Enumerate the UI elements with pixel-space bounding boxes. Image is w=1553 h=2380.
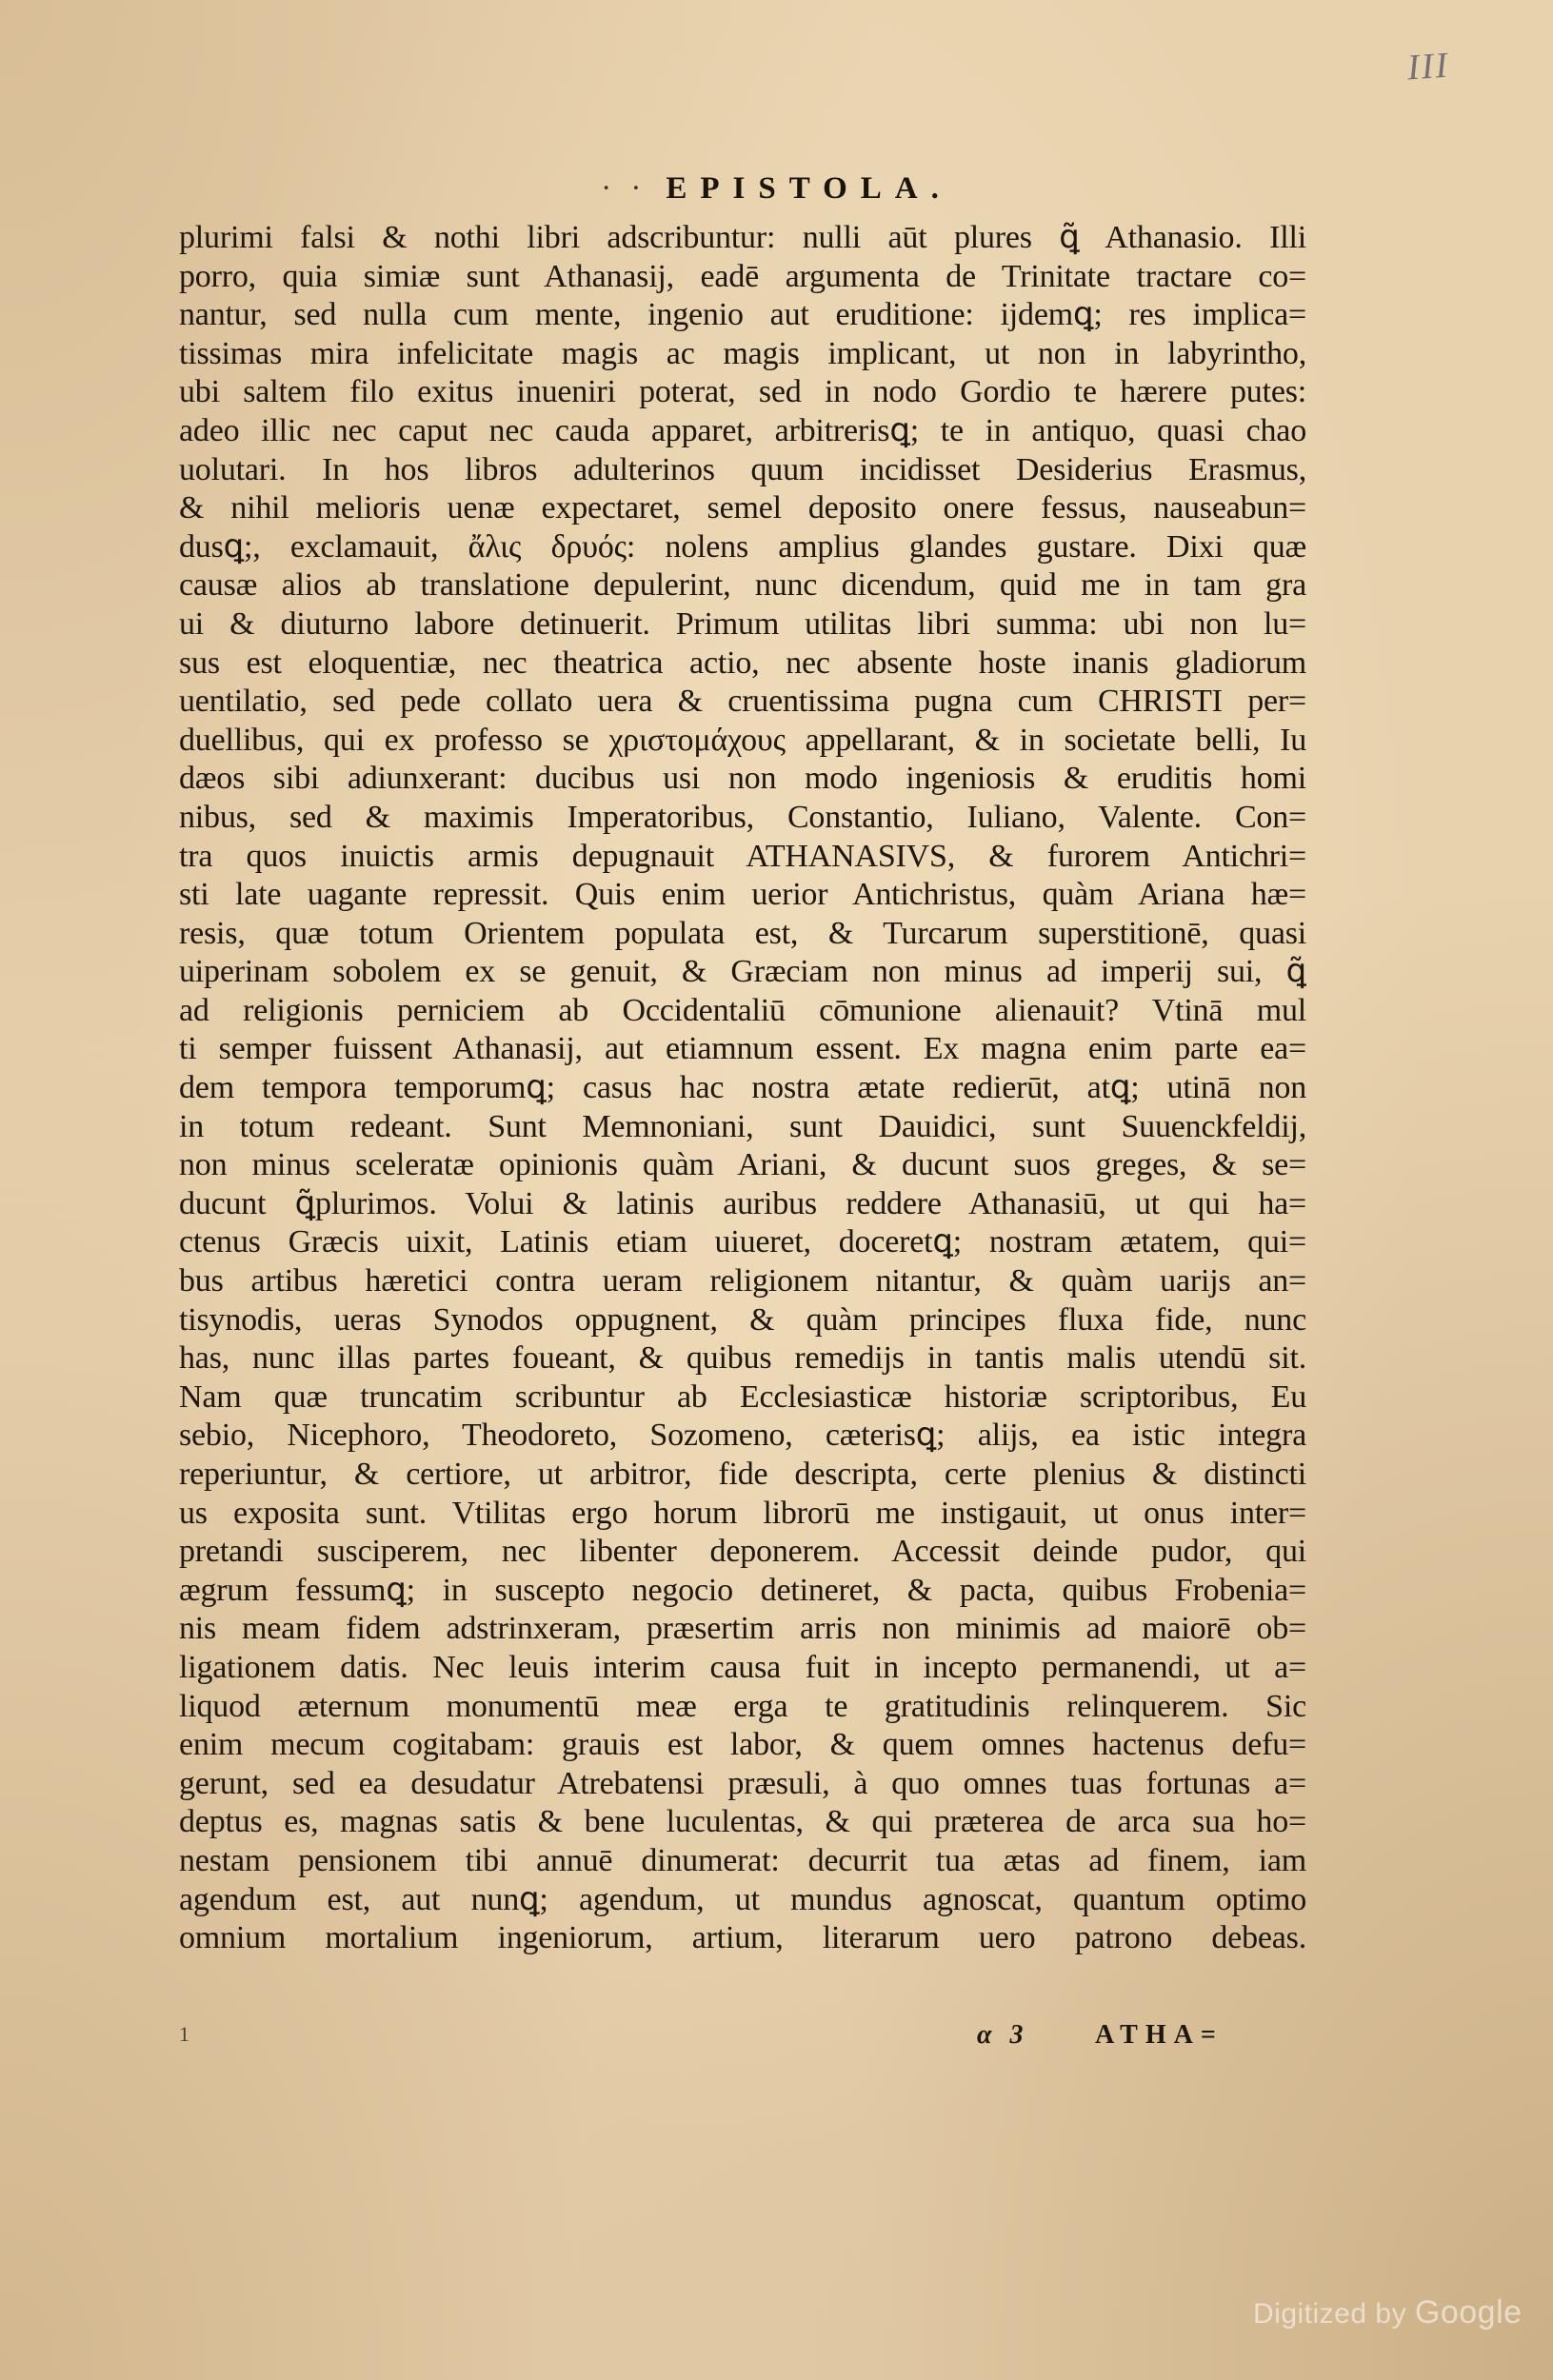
text-line: liquod æternum monumentū meæ erga te gratitudinis relinquerem. Sic	[179, 1688, 1306, 1724]
text-line: dæos sibi adiunxerant: ducibus usi non modo ingeniosis & eruditis homi	[179, 761, 1306, 797]
text-line: us exposita sunt. Vtilitas ergo horum librorū me instigauit, ut onus inter=	[179, 1495, 1306, 1531]
text-line: tra quos inuictis armis depugnauit ATHANASIVS, & furorem Antichri=	[179, 838, 1306, 874]
text-line: dusꝗ;, exclamauit, ἄλις δρυός: nolens amplius glandes gustare. Dixi quæ	[179, 528, 1306, 565]
text-line: & nihil melioris uenæ expectaret, semel deposito onere fessus, nauseabun=	[179, 490, 1306, 526]
text-line: omnium mortalium ingeniorum, artium, literarum uero patrono debeas.	[179, 1920, 1306, 1956]
text-line: ægrum fessumꝗ; in suscepto negocio detineret, & pacta, quibus Frobenia=	[179, 1572, 1306, 1608]
text-line: nantur, sed nulla cum mente, ingenio aut eruditione: ijdemꝗ; res implica=	[179, 297, 1306, 333]
text-line: uiperinam sobolem ex se genuit, & Græciam non minus ad imperij sui, ꝗ̃	[179, 954, 1306, 990]
text-line: pretandi susciperem, nec libenter deponerem. Accessit deinde pudor, qui	[179, 1534, 1306, 1570]
text-line: nis meam fidem adstrinxeram, præsertim arris non minimis ad maiorē ob=	[179, 1611, 1306, 1647]
running-head	[0, 171, 1553, 207]
text-line: resis, quæ totum Orientem populata est, & Turcarum superstitionē, quasi	[179, 915, 1306, 951]
text-line: bus artibus hæretici contra ueram religionem nitantur, & quàm uarijs an=	[179, 1263, 1306, 1299]
digitization-watermark	[1253, 2294, 1523, 2331]
text-line: ad religionis perniciem ab Occidentaliū cōmunione alienauit? Vtinā mul	[179, 992, 1306, 1028]
text-line: adeo illic nec caput nec cauda apparet, arbitrerisꝗ; te in antiquo, quasi chao	[179, 412, 1306, 448]
signature-mark: α 3	[977, 2020, 1029, 2050]
text-line: reperiuntur, & certiore, ut arbitror, fide descripta, certe plenius & distincti	[179, 1457, 1306, 1492]
text-line: uentilatio, sed pede collato uera & cruentissima pugna cum CHRISTI per=	[179, 684, 1306, 720]
running-head-dots: · ·	[601, 171, 647, 206]
text-line: tissimas mira infelicitate magis ac magis implicant, ut non in labyrintho,	[179, 335, 1306, 371]
text-line: nibus, sed & maximis Imperatoribus, Constantio, Iuliano, Valente. Con=	[179, 799, 1306, 835]
text-line: sus est eloquentiæ, nec theatrica actio, nec absente hoste inanis gladiorum	[179, 645, 1306, 681]
text-line: uolutari. In hos libros adulterinos quum incidisset Desiderius Erasmus,	[179, 451, 1306, 487]
text-line: Nam quæ truncatim scribuntur ab Ecclesiasticæ historiæ scriptoribus, Eu	[179, 1378, 1306, 1415]
catchword: ATHA=	[1095, 2020, 1224, 2050]
text-line: ubi saltem filo exitus inueniri poterat, sed in nodo Gordio te hærere putes:	[179, 374, 1306, 410]
text-line: ui & diuturno labore detinuerit. Primum utilitas libri summa: ubi non lu=	[179, 605, 1306, 642]
text-line: ligationem datis. Nec leuis interim causa fuit in incepto permanendi, ut a=	[179, 1649, 1306, 1685]
body-text	[179, 219, 1306, 1958]
text-line: agendum est, aut nunꝗ; agendum, ut mundus agnoscat, quantum optimo	[179, 1881, 1306, 1917]
text-line: ducunt ꝗ̃plurimos. Volui & latinis auribus reddere Athanasiū, ut qui ha=	[179, 1185, 1306, 1221]
footer-left-mark: 1	[179, 2022, 189, 2046]
text-line: porro, quia simiæ sunt Athanasij, eadē argumenta de Trinitate tractare co=	[179, 258, 1306, 294]
handwritten-folio-number: III	[1405, 45, 1451, 89]
text-line: sebio, Nicephoro, Theodoreto, Sozomeno, cæterisꝗ; alijs, ea istic integra	[179, 1418, 1306, 1454]
running-head-title: EPISTOLA.	[666, 171, 952, 206]
text-line: ti semper fuissent Athanasij, aut etiamnum essent. Ex magna enim parte ea=	[179, 1031, 1306, 1067]
text-line: in totum redeant. Sunt Memnoniani, sunt Dauidici, sunt Suuenckfeldij,	[179, 1108, 1306, 1144]
text-line: gerunt, sed ea desudatur Atrebatensi præsuli, à quo omnes tuas fortunas a=	[179, 1765, 1306, 1801]
text-line: non minus sceleratæ opinionis quàm Ariani, & ducunt suos greges, & se=	[179, 1147, 1306, 1183]
text-line: duellibus, qui ex professo se χριστομάχους appellarant, & in societate belli, Iu	[179, 722, 1306, 758]
text-line: has, nunc illas partes foueant, & quibus remedijs in tantis malis utendū sit.	[179, 1340, 1306, 1377]
text-line: deptus es, magnas satis & bene luculentas, & qui præterea de arca sua ho=	[179, 1804, 1306, 1840]
text-line: dem tempora temporumꝗ; casus hac nostra ætate redierūt, atꝗ; utinā non	[179, 1070, 1306, 1106]
text-line: sti late uagante repressit. Quis enim uerior Antichristus, quàm Ariana hæ=	[179, 877, 1306, 913]
text-line: ctenus Græcis uixit, Latinis etiam uiueret, doceretꝗ; nostram ætatem, qui=	[179, 1224, 1306, 1260]
watermark-prefix: Digitized by	[1253, 2298, 1407, 2330]
text-line: plurimi falsi & nothi libri adscribuntur: nulli aūt plures ꝗ̃ Athanasio. Illi	[179, 220, 1306, 255]
page-footer	[179, 2016, 1306, 2054]
text-line: tisynodis, ueras Synodos oppugnent, & quàm principes fluxa fide, nunc	[179, 1301, 1306, 1338]
text-line: enim mecum cogitabam: grauis est labor, & quem omnes hactenus defu=	[179, 1727, 1306, 1763]
text-line: causæ alios ab translatione depulerint, nunc dicendum, quid me in tam gra	[179, 567, 1306, 604]
watermark-brand: Google	[1414, 2294, 1523, 2330]
text-line: nestam pensionem tibi annuē dinumerat: decurrit tua ætas ad finem, iam	[179, 1842, 1306, 1878]
